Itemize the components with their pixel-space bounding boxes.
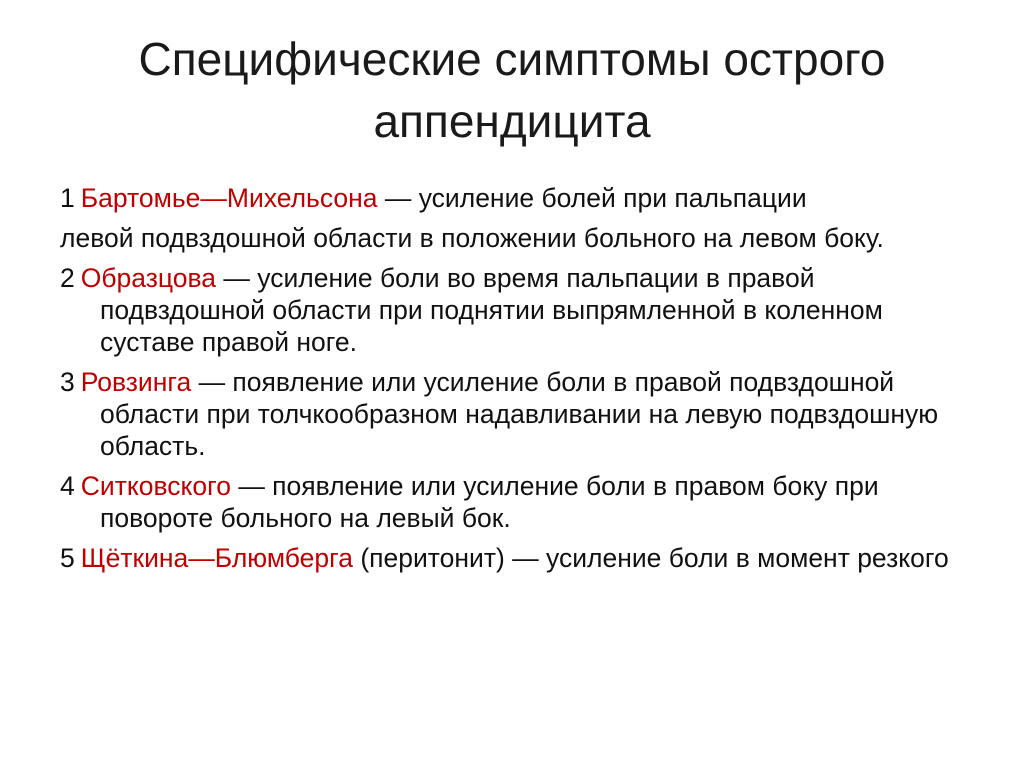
symptom-name: Бартомье—Михельсона bbox=[80, 183, 378, 213]
symptom-name: Образцова bbox=[80, 263, 217, 293]
symptom-description: (перитонит) — усиление боли в момент резкого bbox=[352, 543, 949, 573]
item-number: 5 bbox=[60, 543, 75, 573]
list-item bbox=[60, 222, 960, 254]
list-item bbox=[60, 262, 960, 358]
list-item bbox=[60, 182, 960, 214]
item-number: 1 bbox=[60, 183, 75, 213]
symptom-name: Ситковского bbox=[80, 471, 231, 501]
item-number: 4 bbox=[60, 471, 75, 501]
symptom-description: — появление или усиление боли в правой подвздошной области при толчкообразном надавливании на левую подвздошную область. bbox=[100, 367, 939, 461]
list-item bbox=[60, 470, 960, 534]
symptom-description: — появление или усиление боли в правом боку при повороте больного на левый бок. bbox=[100, 471, 879, 533]
symptom-name: Щёткина—Блюмберга bbox=[80, 543, 353, 573]
symptom-description: левой подвздошной области в положении больного на левом боку. bbox=[60, 223, 884, 253]
item-number: 3 bbox=[60, 367, 75, 397]
symptom-description: — усиление болей при пальпации bbox=[377, 183, 807, 213]
slide-title: Специфические симптомы острого аппендицита bbox=[138, 33, 886, 147]
symptom-name: Ровзинга bbox=[80, 367, 192, 397]
list-item bbox=[60, 366, 960, 462]
list-item bbox=[60, 542, 960, 574]
item-number: 2 bbox=[60, 263, 75, 293]
symptom-list bbox=[60, 182, 960, 582]
symptom-description: — усиление боли во время пальпации в правой подвздошной области при поднятии выпрямленной в коленном суставе правой ноге. bbox=[100, 263, 883, 357]
